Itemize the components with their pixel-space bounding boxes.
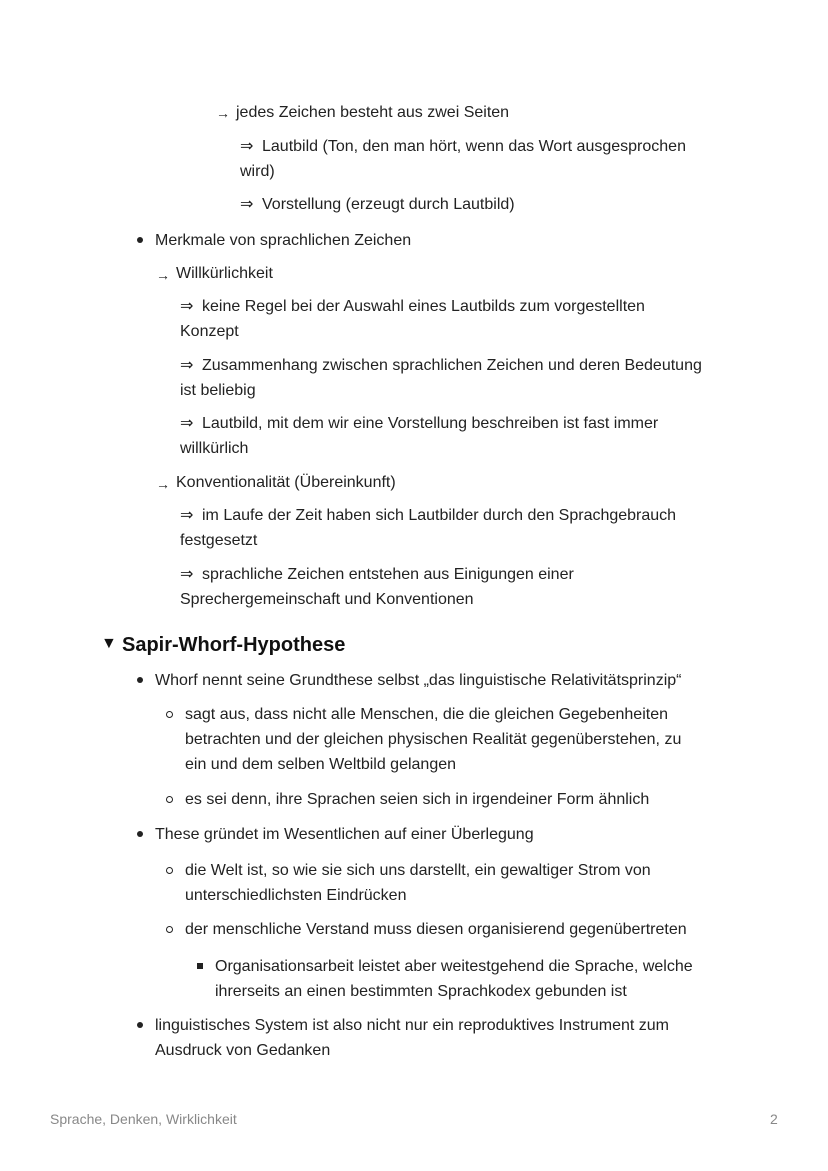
implies-icon: ⇒	[180, 415, 194, 432]
sub-bullet-icon	[166, 867, 173, 874]
text-line: linguistisches System ist also nicht nur ein reproduktives Instrument zum	[155, 1017, 669, 1034]
text-line: Zusammenhang zwischen sprachlichen Zeichen und deren Bedeutung	[202, 357, 702, 374]
text-line: wird)	[240, 163, 275, 180]
text-line: willkürlich	[180, 440, 249, 457]
sub-sub-bullet-icon	[197, 963, 203, 969]
text-line: Sprechergemeinschaft und Konventionen	[180, 591, 474, 608]
bullet-icon	[137, 677, 143, 683]
sub-bullet-icon	[166, 711, 173, 718]
text-line: Lautbild, mit dem wir eine Vorstellung beschreiben ist fast immer	[202, 415, 659, 432]
text-line: Ausdruck von Gedanken	[155, 1042, 331, 1059]
bullet-icon	[137, 237, 143, 243]
bullet-icon	[137, 1022, 143, 1028]
sub-bullet-icon	[166, 796, 173, 803]
implies-icon: ⇒	[180, 298, 194, 315]
page-number: 2	[770, 1111, 778, 1127]
text-line: Whorf nennt seine Grundthese selbst „das linguistische Relativitätsprinzip“	[155, 672, 682, 689]
text-line: betrachten und der gleichen physischen Realität gegenüberstehen, zu	[185, 731, 682, 748]
implies-icon: ⇒	[240, 196, 254, 213]
text-line: festgesetzt	[180, 532, 258, 549]
text-line: jedes Zeichen besteht aus zwei Seiten	[236, 104, 510, 121]
text-line: ein und dem selben Weltbild gelangen	[185, 756, 457, 773]
text-line: Lautbild (Ton, den man hört, wenn das Wort ausgesprochen	[262, 138, 686, 155]
text-line: sagt aus, dass nicht alle Menschen, die die gleichen Gegebenheiten	[185, 706, 668, 723]
text-line: These gründet im Wesentlichen auf einer Überlegung	[155, 826, 534, 843]
arrow-icon: →	[156, 267, 170, 283]
collapse-triangle-icon[interactable]: ▼	[101, 635, 117, 652]
text-line: ist beliebig	[180, 382, 256, 399]
footer-title: Sprache, Denken, Wirklichkeit	[50, 1111, 237, 1127]
arrow-icon: →	[156, 476, 170, 492]
implies-icon: ⇒	[180, 357, 194, 374]
bullet-icon	[137, 831, 143, 837]
text-line: es sei denn, ihre Sprachen seien sich in irgendeiner Form ähnlich	[185, 791, 650, 808]
implies-icon: ⇒	[180, 507, 194, 524]
implies-icon: ⇒	[180, 566, 194, 583]
implies-icon: ⇒	[240, 138, 254, 155]
text-line: ihrerseits an einen bestimmten Sprachkodex gebunden ist	[215, 983, 627, 1000]
text-line: die Welt ist, so wie sie sich uns darstellt, ein gewaltiger Strom von	[185, 862, 651, 879]
text-line: Organisationsarbeit leistet aber weitestgehend die Sprache, welche	[215, 958, 693, 975]
section-heading: Sapir-Whorf-Hypothese	[122, 634, 346, 656]
text-line: der menschliche Verstand muss diesen organisierend gegenübertreten	[185, 921, 687, 938]
text-line: Willkürlichkeit	[176, 265, 273, 282]
arrow-icon: →	[216, 105, 230, 121]
sub-bullet-icon	[166, 926, 173, 933]
text-line: Konventionalität (Übereinkunft)	[176, 474, 396, 491]
text-line: Konzept	[180, 323, 239, 340]
text-line: unterschiedlichsten Eindrücken	[185, 887, 407, 904]
text-line: keine Regel bei der Auswahl eines Lautbilds zum vorgestellten	[202, 298, 645, 315]
text-line: im Laufe der Zeit haben sich Lautbilder durch den Sprachgebrauch	[202, 507, 677, 524]
text-line: sprachliche Zeichen entstehen aus Einigungen einer	[202, 566, 574, 583]
text-line: Merkmale von sprachlichen Zeichen	[155, 232, 412, 249]
text-line: Vorstellung (erzeugt durch Lautbild)	[262, 196, 515, 213]
